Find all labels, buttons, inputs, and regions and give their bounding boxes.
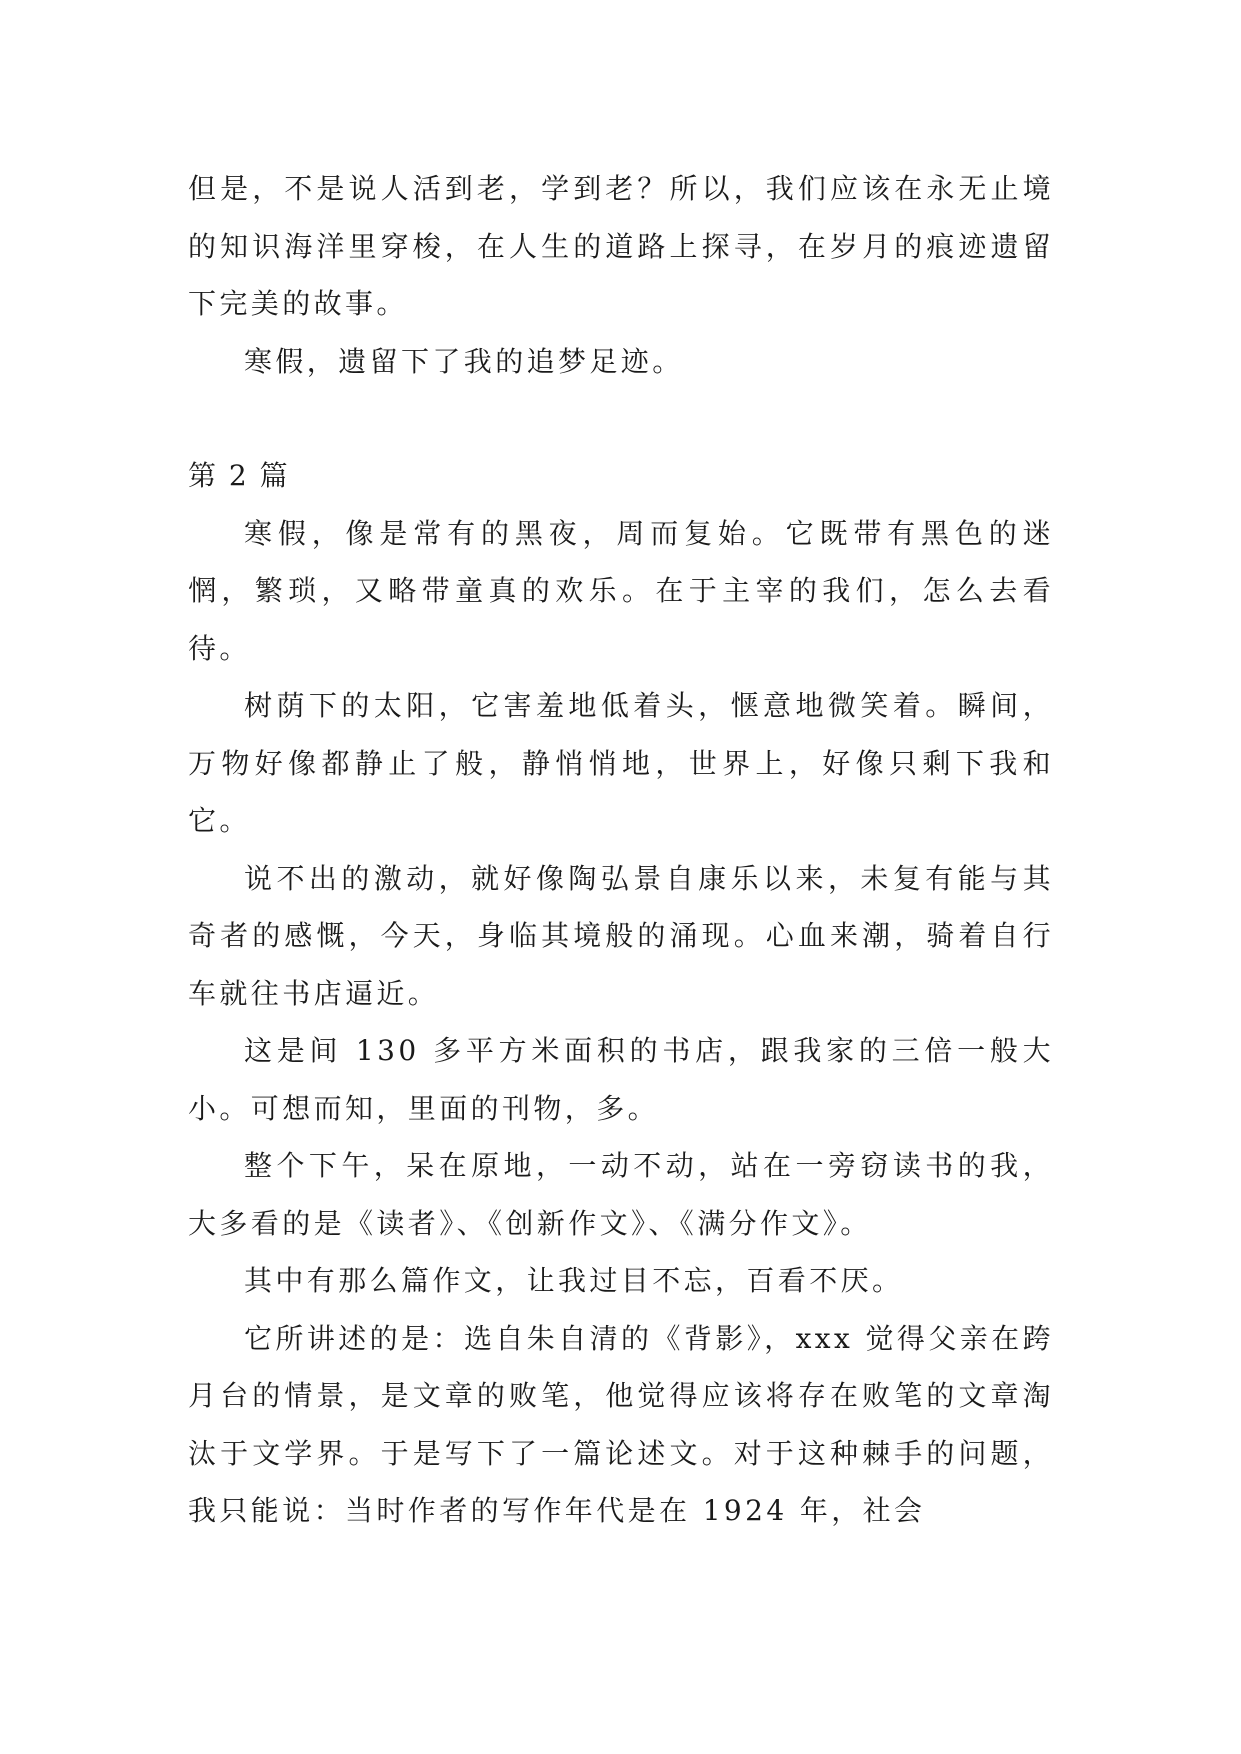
- paragraph: 其中有那么篇作文，让我过目不忘，百看不厌。: [244, 1264, 904, 1297]
- paragraph: 寒假，像是常有的黑夜，周而复始。它既带有黑色的迷惘，繁琐，又略带童真的欢乐。在于主宰的我们，怎么去看待。: [188, 516, 1054, 665]
- paragraph: 整个下午，呆在原地，一动不动，站在一旁窃读书的我，大多看的是《读者》、《创新作文》、《满分作文》。: [188, 1149, 1054, 1240]
- paragraph: 寒假，遗留下了我的追梦足迹。: [244, 344, 684, 378]
- paragraph: 但是，不是说人活到老，学到老？所以，我们应该在永无止境的知识海洋里穿梭，在人生的道路上探寻，在岁月的痕迹遗留下完美的故事。: [188, 172, 1054, 320]
- paragraph: 这是间 130 多平方米面积的书店，跟我家的三倍一般大小。可想而知，里面的刊物，多。: [188, 1034, 1054, 1125]
- paragraph: 说不出的激动，就好像陶弘景自康乐以来，未复有能与其奇者的感慨，今天，身临其境般的涌现。心血来潮，骑着自行车就往书店逼近。: [188, 861, 1054, 1010]
- paragraph: 树荫下的太阳，它害羞地低着头，惬意地微笑着。瞬间，万物好像都静止了般，静悄悄地，世界上，好像只剩下我和它。: [188, 689, 1054, 837]
- section-heading: 第 2 篇: [188, 459, 290, 492]
- document-body: [188, 160, 1054, 1540]
- paragraph: 它所讲述的是：选自朱自清的《背影》，xxx 觉得父亲在跨月台的情景，是文章的败笔，他觉得应该将存在败笔的文章淘汰于文学界。于是写下了一篇论述文。对于这种棘手的问题，我只能说：当时作者的写作年代是在 1924 年，社会: [188, 1321, 1054, 1527]
